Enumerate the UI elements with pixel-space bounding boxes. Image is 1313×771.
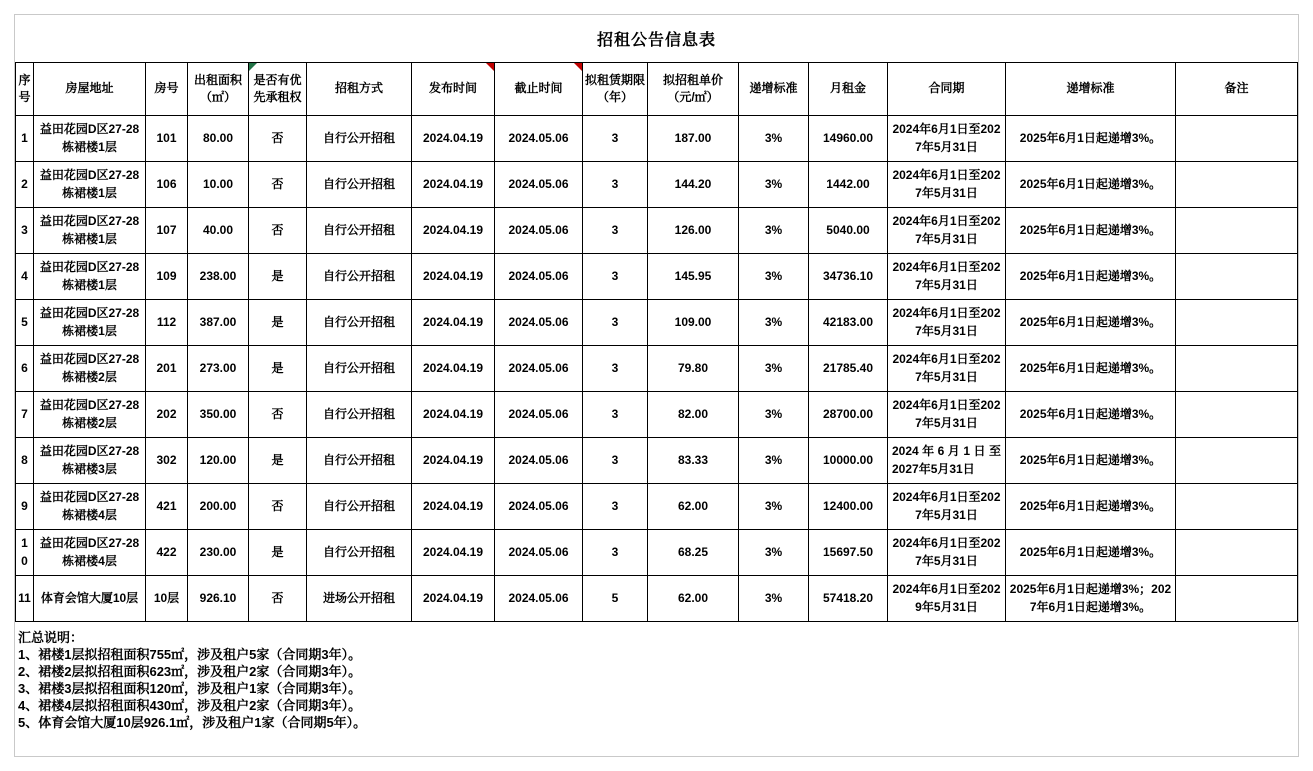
cell-priority: 是 xyxy=(249,346,307,392)
cell-no: 2 xyxy=(16,162,34,208)
col-address xyxy=(34,63,146,116)
cell-method: 自行公开招租 xyxy=(307,484,412,530)
col-priority xyxy=(249,63,307,116)
error-indicator-icon xyxy=(249,63,257,71)
cell-monthly-rent: 57418.20 xyxy=(809,576,888,622)
cell-deadline: 2024.05.06 xyxy=(495,346,583,392)
col-contract-label: 合同期 xyxy=(928,81,965,96)
table-row xyxy=(16,346,1298,392)
cell-no: 8 xyxy=(16,438,34,484)
table-row xyxy=(16,208,1298,254)
cell-room: 107 xyxy=(146,208,188,254)
cell-room: 10层 xyxy=(146,576,188,622)
cell-monthly-rent: 1442.00 xyxy=(809,162,888,208)
table-row xyxy=(16,438,1298,484)
col-address-label: 房屋地址 xyxy=(65,81,114,96)
cell-publish: 2024.04.19 xyxy=(412,116,495,162)
col-contract-period xyxy=(888,63,1006,116)
col-monthly-rent-label: 月租金 xyxy=(829,81,866,96)
cell-method: 进场公开招租 xyxy=(307,576,412,622)
cell-address: 益田花园D区27-28栋裙楼1层 xyxy=(34,116,146,162)
col-unit-price-label: 拟招租单价（元/㎡） xyxy=(662,72,723,104)
cell-increase: 3% xyxy=(739,484,809,530)
comment-indicator-icon xyxy=(574,63,582,71)
cell-unit-price: 82.00 xyxy=(648,392,739,438)
cell-deadline: 2024.05.06 xyxy=(495,438,583,484)
cell-term: 3 xyxy=(583,530,648,576)
cell-no: 11 xyxy=(16,576,34,622)
cell-address: 益田花园D区27-28栋裙楼3层 xyxy=(34,438,146,484)
cell-monthly-rent: 21785.40 xyxy=(809,346,888,392)
cell-increase: 3% xyxy=(739,576,809,622)
cell-address: 益田花园D区27-28栋裙楼4层 xyxy=(34,530,146,576)
cell-remark xyxy=(1176,300,1298,346)
cell-method: 自行公开招租 xyxy=(307,116,412,162)
cell-unit-price: 109.00 xyxy=(648,300,739,346)
table-row xyxy=(16,254,1298,300)
cell-monthly-rent: 34736.10 xyxy=(809,254,888,300)
cell-term: 3 xyxy=(583,346,648,392)
cell-room: 201 xyxy=(146,346,188,392)
cell-increase-detail: 2025年6月1日起递增3%。 xyxy=(1006,162,1176,208)
cell-method: 自行公开招租 xyxy=(307,530,412,576)
col-monthly-rent xyxy=(809,63,888,116)
col-unit-price xyxy=(648,63,739,116)
cell-deadline: 2024.05.06 xyxy=(495,484,583,530)
cell-remark xyxy=(1176,392,1298,438)
cell-deadline: 2024.05.06 xyxy=(495,392,583,438)
cell-priority: 否 xyxy=(249,392,307,438)
cell-publish: 2024.04.19 xyxy=(412,254,495,300)
cell-priority: 是 xyxy=(249,530,307,576)
col-method xyxy=(307,63,412,116)
cell-publish: 2024.04.19 xyxy=(412,208,495,254)
cell-unit-price: 68.25 xyxy=(648,530,739,576)
col-term-label: 拟租赁期限（年） xyxy=(585,72,646,104)
col-increase xyxy=(739,63,809,116)
cell-deadline: 2024.05.06 xyxy=(495,576,583,622)
cell-deadline: 2024.05.06 xyxy=(495,116,583,162)
cell-deadline: 2024.05.06 xyxy=(495,530,583,576)
cell-room: 302 xyxy=(146,438,188,484)
cell-term: 3 xyxy=(583,484,648,530)
col-deadline-label: 截止时间 xyxy=(514,81,563,96)
col-remark xyxy=(1176,63,1298,116)
cell-term: 3 xyxy=(583,162,648,208)
cell-increase: 3% xyxy=(739,208,809,254)
cell-increase: 3% xyxy=(739,346,809,392)
cell-priority: 是 xyxy=(249,300,307,346)
cell-monthly-rent: 14960.00 xyxy=(809,116,888,162)
cell-increase-detail: 2025年6月1日起递增3%。 xyxy=(1006,208,1176,254)
cell-unit-price: 187.00 xyxy=(648,116,739,162)
col-no xyxy=(16,63,34,116)
cell-unit-price: 62.00 xyxy=(648,576,739,622)
cell-area: 40.00 xyxy=(188,208,249,254)
cell-priority: 否 xyxy=(249,162,307,208)
cell-area: 387.00 xyxy=(188,300,249,346)
col-room-label: 房号 xyxy=(154,81,179,96)
col-increase-detail-label: 递增标准 xyxy=(1066,81,1115,96)
cell-room: 106 xyxy=(146,162,188,208)
cell-contract: 2024年6月1日至2027年5月31日 xyxy=(888,346,1006,392)
cell-address: 益田花园D区27-28栋裙楼1层 xyxy=(34,208,146,254)
cell-publish: 2024.04.19 xyxy=(412,530,495,576)
header-row xyxy=(16,63,1298,116)
cell-method: 自行公开招租 xyxy=(307,162,412,208)
cell-deadline: 2024.05.06 xyxy=(495,254,583,300)
cell-increase: 3% xyxy=(739,530,809,576)
cell-area: 200.00 xyxy=(188,484,249,530)
table-row xyxy=(16,300,1298,346)
cell-deadline: 2024.05.06 xyxy=(495,162,583,208)
cell-contract: 2024 年 6 月 1 日 至 2027年5月31日 xyxy=(888,438,1006,484)
cell-room: 422 xyxy=(146,530,188,576)
summary-line: 1、裙楼1层拟招租面积755㎡，涉及租户5家（合同期3年）。 xyxy=(18,647,362,662)
cell-no: 9 xyxy=(16,484,34,530)
cell-priority: 否 xyxy=(249,484,307,530)
cell-method: 自行公开招租 xyxy=(307,392,412,438)
cell-address: 益田花园D区27-28栋裙楼2层 xyxy=(34,392,146,438)
cell-contract: 2024年6月1日至2027年5月31日 xyxy=(888,208,1006,254)
cell-publish: 2024.04.19 xyxy=(412,162,495,208)
cell-monthly-rent: 15697.50 xyxy=(809,530,888,576)
table-row xyxy=(16,116,1298,162)
cell-contract: 2024年6月1日至2027年5月31日 xyxy=(888,300,1006,346)
col-priority-label: 是否有优先承租权 xyxy=(253,72,302,104)
cell-priority: 否 xyxy=(249,116,307,162)
cell-area: 10.00 xyxy=(188,162,249,208)
cell-contract: 2024年6月1日至2027年5月31日 xyxy=(888,254,1006,300)
summary-notes xyxy=(15,622,1298,731)
col-increase-detail xyxy=(1006,63,1176,116)
cell-no: 1 xyxy=(16,116,34,162)
cell-priority: 否 xyxy=(249,576,307,622)
cell-publish: 2024.04.19 xyxy=(412,576,495,622)
cell-room: 112 xyxy=(146,300,188,346)
cell-increase: 3% xyxy=(739,300,809,346)
cell-increase: 3% xyxy=(739,392,809,438)
cell-contract: 2024年6月1日至2027年5月31日 xyxy=(888,116,1006,162)
cell-address: 益田花园D区27-28栋裙楼1层 xyxy=(34,300,146,346)
cell-increase-detail: 2025年6月1日起递增3%。 xyxy=(1006,484,1176,530)
cell-increase: 3% xyxy=(739,116,809,162)
cell-priority: 否 xyxy=(249,208,307,254)
col-publish-time xyxy=(412,63,495,116)
cell-term: 5 xyxy=(583,576,648,622)
col-term xyxy=(583,63,648,116)
cell-no: 4 xyxy=(16,254,34,300)
cell-increase: 3% xyxy=(739,162,809,208)
cell-term: 3 xyxy=(583,116,648,162)
cell-contract: 2024年6月1日至2027年5月31日 xyxy=(888,484,1006,530)
cell-monthly-rent: 5040.00 xyxy=(809,208,888,254)
col-remark-label: 备注 xyxy=(1224,81,1249,96)
cell-remark xyxy=(1176,208,1298,254)
cell-room: 109 xyxy=(146,254,188,300)
cell-unit-price: 79.80 xyxy=(648,346,739,392)
cell-term: 3 xyxy=(583,438,648,484)
cell-publish: 2024.04.19 xyxy=(412,346,495,392)
cell-method: 自行公开招租 xyxy=(307,254,412,300)
cell-area: 120.00 xyxy=(188,438,249,484)
cell-unit-price: 145.95 xyxy=(648,254,739,300)
cell-unit-price: 144.20 xyxy=(648,162,739,208)
cell-increase-detail: 2025年6月1日起递增3%。 xyxy=(1006,346,1176,392)
cell-increase-detail: 2025年6月1日起递增3%。 xyxy=(1006,530,1176,576)
page-title: 招租公告信息表 xyxy=(596,32,716,49)
cell-publish: 2024.04.19 xyxy=(412,484,495,530)
summary-line: 5、体育会馆大厦10层926.1㎡，涉及租户1家（合同期5年）。 xyxy=(18,715,367,730)
cell-term: 3 xyxy=(583,208,648,254)
cell-address: 益田花园D区27-28栋裙楼2层 xyxy=(34,346,146,392)
cell-publish: 2024.04.19 xyxy=(412,300,495,346)
cell-remark xyxy=(1176,438,1298,484)
cell-increase-detail: 2025年6月1日起递增3%。 xyxy=(1006,254,1176,300)
cell-increase-detail: 2025年6月1日起递增3%。 xyxy=(1006,392,1176,438)
cell-remark xyxy=(1176,484,1298,530)
cell-term: 3 xyxy=(583,300,648,346)
cell-increase: 3% xyxy=(739,438,809,484)
cell-unit-price: 126.00 xyxy=(648,208,739,254)
cell-contract: 2024年6月1日至2029年5月31日 xyxy=(888,576,1006,622)
table-row xyxy=(16,576,1298,622)
cell-area: 230.00 xyxy=(188,530,249,576)
cell-unit-price: 62.00 xyxy=(648,484,739,530)
comment-indicator-icon xyxy=(486,63,494,71)
col-area-label: 出租面积（㎡） xyxy=(193,72,242,104)
cell-address: 益田花园D区27-28栋裙楼1层 xyxy=(34,162,146,208)
cell-no: 7 xyxy=(16,392,34,438)
cell-monthly-rent: 10000.00 xyxy=(809,438,888,484)
table-row xyxy=(16,392,1298,438)
cell-area: 80.00 xyxy=(188,116,249,162)
summary-line: 3、裙楼3层拟招租面积120㎡，涉及租户1家（合同期3年）。 xyxy=(18,681,362,696)
cell-remark xyxy=(1176,530,1298,576)
col-no-label: 序号 xyxy=(18,72,31,104)
cell-priority: 是 xyxy=(249,438,307,484)
cell-area: 350.00 xyxy=(188,392,249,438)
cell-area: 238.00 xyxy=(188,254,249,300)
col-publish-label: 发布时间 xyxy=(428,81,477,96)
cell-remark xyxy=(1176,116,1298,162)
cell-method: 自行公开招租 xyxy=(307,346,412,392)
cell-method: 自行公开招租 xyxy=(307,438,412,484)
col-method-label: 招租方式 xyxy=(334,81,383,96)
cell-remark xyxy=(1176,576,1298,622)
cell-no: 6 xyxy=(16,346,34,392)
cell-publish: 2024.04.19 xyxy=(412,392,495,438)
cell-area: 273.00 xyxy=(188,346,249,392)
col-increase-label: 递增标准 xyxy=(749,81,798,96)
cell-no: 5 xyxy=(16,300,34,346)
cell-priority: 是 xyxy=(249,254,307,300)
cell-deadline: 2024.05.06 xyxy=(495,208,583,254)
cell-monthly-rent: 42183.00 xyxy=(809,300,888,346)
cell-address: 体育会馆大厦10层 xyxy=(34,576,146,622)
cell-room: 421 xyxy=(146,484,188,530)
cell-contract: 2024年6月1日至2027年5月31日 xyxy=(888,162,1006,208)
cell-room: 101 xyxy=(146,116,188,162)
rental-announcement-table xyxy=(15,62,1298,622)
col-deadline xyxy=(495,63,583,116)
cell-address: 益田花园D区27-28栋裙楼4层 xyxy=(34,484,146,530)
table-row xyxy=(16,530,1298,576)
cell-address: 益田花园D区27-28栋裙楼1层 xyxy=(34,254,146,300)
cell-increase-detail: 2025年6月1日起递增3%。 xyxy=(1006,438,1176,484)
cell-increase-detail: 2025年6月1日起递增3%。 xyxy=(1006,116,1176,162)
col-room xyxy=(146,63,188,116)
col-area xyxy=(188,63,249,116)
cell-method: 自行公开招租 xyxy=(307,300,412,346)
cell-remark xyxy=(1176,346,1298,392)
cell-increase-detail: 2025年6月1日起递增3%；2027年6月1日起递增3%。 xyxy=(1006,576,1176,622)
cell-term: 3 xyxy=(583,254,648,300)
table-row xyxy=(16,162,1298,208)
table-row xyxy=(16,484,1298,530)
cell-area: 926.10 xyxy=(188,576,249,622)
cell-contract: 2024年6月1日至2027年5月31日 xyxy=(888,392,1006,438)
cell-no: 10 xyxy=(16,530,34,576)
cell-publish: 2024.04.19 xyxy=(412,438,495,484)
cell-contract: 2024年6月1日至2027年5月31日 xyxy=(888,530,1006,576)
summary-heading: 汇总说明： xyxy=(18,630,84,645)
cell-monthly-rent: 28700.00 xyxy=(809,392,888,438)
cell-remark xyxy=(1176,162,1298,208)
cell-method: 自行公开招租 xyxy=(307,208,412,254)
cell-increase-detail: 2025年6月1日起递增3%。 xyxy=(1006,300,1176,346)
cell-term: 3 xyxy=(583,392,648,438)
summary-line: 4、裙楼4层拟招租面积430㎡，涉及租户2家（合同期3年）。 xyxy=(18,698,362,713)
cell-unit-price: 83.33 xyxy=(648,438,739,484)
cell-room: 202 xyxy=(146,392,188,438)
cell-no: 3 xyxy=(16,208,34,254)
cell-deadline: 2024.05.06 xyxy=(495,300,583,346)
cell-remark xyxy=(1176,254,1298,300)
cell-monthly-rent: 12400.00 xyxy=(809,484,888,530)
table-body xyxy=(16,116,1298,622)
cell-increase: 3% xyxy=(739,254,809,300)
summary-line: 2、裙楼2层拟招租面积623㎡，涉及租户2家（合同期3年）。 xyxy=(18,664,362,679)
spreadsheet-print-area xyxy=(14,14,1299,757)
